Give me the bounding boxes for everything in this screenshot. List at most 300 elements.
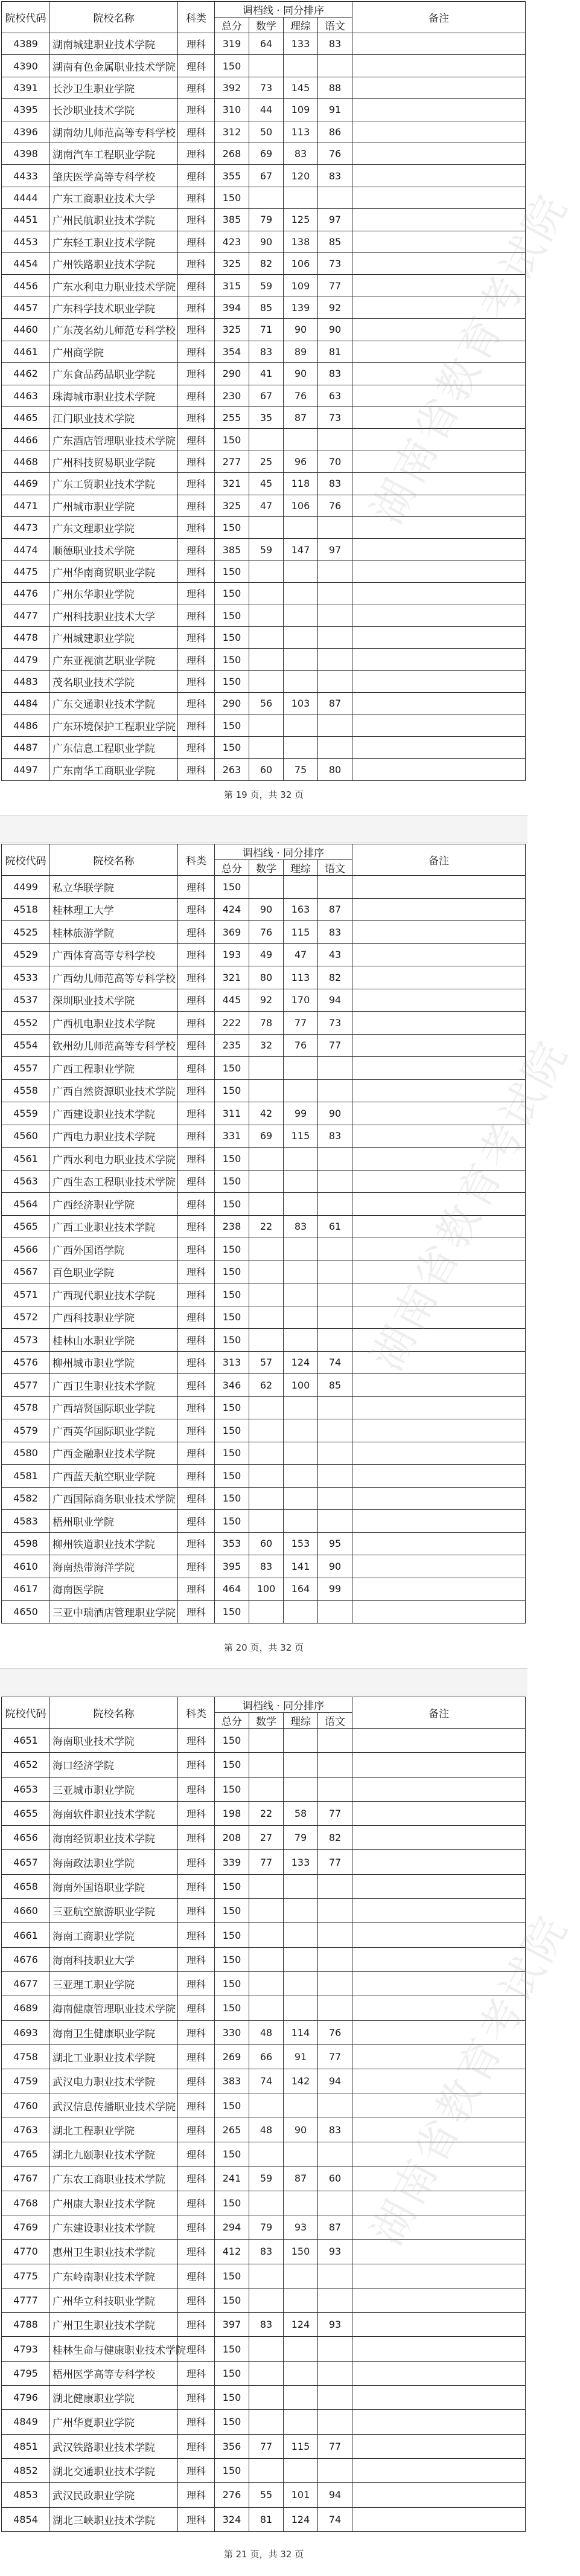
cell-chinese [318, 1923, 352, 1947]
table-row [2, 2264, 526, 2288]
cell-math [249, 2142, 284, 2166]
cell-code: 4765 [2, 2142, 50, 2166]
cell-math [249, 1148, 284, 1171]
header-score-group: 调档线 · 同分排序 [215, 844, 352, 860]
cell-math: 76 [249, 921, 284, 944]
table-row [2, 121, 526, 143]
cell-chinese [318, 649, 352, 670]
cell-science: 96 [284, 451, 318, 472]
cell-name: 广东水利电力职业技术学院 [50, 275, 178, 297]
cell-science: 106 [284, 495, 318, 516]
cell-subject: 理科 [178, 1351, 215, 1374]
cell-math [249, 1601, 284, 1624]
cell-note [352, 1306, 526, 1329]
cell-code: 4554 [2, 1034, 50, 1057]
cell-chinese [318, 2361, 352, 2385]
cell-science: 83 [284, 1215, 318, 1238]
cell-chinese [318, 2142, 352, 2166]
cell-name: 江门职业技术学院 [50, 406, 178, 428]
cell-subject: 理科 [178, 341, 215, 362]
cell-science: 153 [284, 1532, 318, 1555]
header-row [2, 1697, 526, 1713]
cell-math: 77 [249, 2434, 284, 2458]
cell-code: 4769 [2, 2215, 50, 2239]
header-science: 理综 [284, 860, 318, 876]
cell-science [284, 1465, 318, 1488]
cell-total: 150 [215, 1601, 249, 1624]
cell-math: 44 [249, 99, 284, 121]
cell-science: 77 [284, 1012, 318, 1035]
cell-note [352, 121, 526, 143]
cell-total: 331 [215, 1125, 249, 1148]
cell-note [352, 2507, 526, 2531]
cell-subject: 理科 [178, 451, 215, 472]
cell-math [249, 2386, 284, 2410]
cell-chinese [318, 583, 352, 605]
header-chinese: 语文 [318, 18, 352, 33]
cell-science: 164 [284, 1578, 318, 1601]
cell-code: 4486 [2, 715, 50, 736]
table-row [2, 165, 526, 187]
table-row [2, 2093, 526, 2118]
cell-subject: 理科 [178, 429, 215, 451]
cell-science: 141 [284, 1555, 318, 1578]
cell-chinese: 81 [318, 341, 352, 362]
cell-science: 87 [284, 2166, 318, 2191]
cell-total: 339 [215, 1850, 249, 1874]
cell-name: 长沙职业技术学院 [50, 99, 178, 121]
cell-name: 湖北九颐职业技术学院 [50, 2142, 178, 2166]
cell-chinese: 73 [318, 1012, 352, 1035]
cell-name: 广州华夏职业学院 [50, 2410, 178, 2434]
cell-chinese: 83 [318, 165, 352, 187]
cell-code: 4677 [2, 1971, 50, 1996]
cell-math [249, 516, 284, 538]
table-row [2, 649, 526, 670]
table-row [2, 1102, 526, 1125]
cell-subject: 理科 [178, 898, 215, 921]
cell-code: 4499 [2, 876, 50, 899]
table-row [2, 451, 526, 472]
cell-name: 长沙卫生职业学院 [50, 77, 178, 98]
cell-math [249, 876, 284, 899]
cell-total: 313 [215, 1351, 249, 1374]
header-math: 数学 [249, 1713, 284, 1729]
cell-code: 4598 [2, 1532, 50, 1555]
cell-science [284, 516, 318, 538]
cell-subject: 理科 [178, 77, 215, 98]
cell-science: 147 [284, 539, 318, 560]
cell-name: 广东轻工职业技术学院 [50, 231, 178, 252]
cell-name: 广西现代职业技术学院 [50, 1283, 178, 1306]
cell-subject: 理科 [178, 1532, 215, 1555]
cell-science [284, 1729, 318, 1753]
cell-note [352, 1148, 526, 1171]
header-row [2, 844, 526, 860]
cell-subject: 理科 [178, 1487, 215, 1510]
cell-total: 325 [215, 253, 249, 275]
cell-code: 4533 [2, 966, 50, 989]
cell-code: 4579 [2, 1419, 50, 1442]
cell-math: 77 [249, 1850, 284, 1874]
cell-note [352, 2458, 526, 2482]
header-note: 备注 [352, 1697, 526, 1729]
cell-note [352, 1351, 526, 1374]
cell-code: 4487 [2, 737, 50, 759]
cell-science [284, 605, 318, 626]
cell-code: 4463 [2, 385, 50, 406]
cell-name: 武汉信息传播职业技术学院 [50, 2093, 178, 2118]
cell-math [249, 626, 284, 648]
cell-note [352, 2288, 526, 2312]
cell-note [352, 1102, 526, 1125]
cell-name: 桂林旅游学院 [50, 921, 178, 944]
cell-subject: 理科 [178, 921, 215, 944]
cell-chinese [318, 2410, 352, 2434]
cell-total: 150 [215, 1465, 249, 1488]
cell-subject: 理科 [178, 209, 215, 231]
cell-subject: 理科 [178, 649, 215, 670]
header-code: 院校代码 [2, 2, 50, 33]
cell-subject: 理科 [178, 1555, 215, 1578]
cell-subject: 理科 [178, 1510, 215, 1533]
cell-total: 355 [215, 165, 249, 187]
cell-name: 海南软件职业技术学院 [50, 1801, 178, 1825]
cell-total: 321 [215, 966, 249, 989]
cell-science [284, 1238, 318, 1261]
table-row [2, 943, 526, 966]
table-row [2, 1578, 526, 1601]
cell-subject: 理科 [178, 275, 215, 297]
cell-math: 71 [249, 319, 284, 341]
cell-code: 4658 [2, 1874, 50, 1898]
cell-total: 150 [215, 1396, 249, 1419]
cell-subject: 理科 [178, 2361, 215, 2385]
cell-chinese: 83 [318, 2118, 352, 2142]
cell-science: 115 [284, 1125, 318, 1148]
table-row [2, 1601, 526, 1624]
cell-code: 4396 [2, 121, 50, 143]
cell-math [249, 1874, 284, 1898]
cell-total: 150 [215, 1193, 249, 1216]
document-page [0, 843, 578, 1668]
cell-note [352, 583, 526, 605]
cell-subject: 理科 [178, 363, 215, 385]
cell-science [284, 1170, 318, 1193]
cell-note [352, 99, 526, 121]
cell-subject: 理科 [178, 231, 215, 252]
cell-code: 4465 [2, 406, 50, 428]
table-row [2, 1510, 526, 1533]
table-row [2, 406, 526, 428]
cell-math [249, 2264, 284, 2288]
table-row [2, 737, 526, 759]
cell-chinese: 63 [318, 385, 352, 406]
cell-chinese: 70 [318, 451, 352, 472]
cell-science [284, 2361, 318, 2385]
cell-total: 385 [215, 539, 249, 560]
cell-note [352, 1193, 526, 1216]
table-row [2, 1487, 526, 1510]
cell-code: 4617 [2, 1578, 50, 1601]
cell-math [249, 1971, 284, 1996]
header-total: 总分 [215, 18, 249, 33]
cell-science: 133 [284, 1850, 318, 1874]
cell-chinese: 95 [318, 1532, 352, 1555]
cell-total: 464 [215, 1578, 249, 1601]
cell-name: 广西工程职业学院 [50, 1057, 178, 1080]
cell-name: 海南外国语职业学院 [50, 1874, 178, 1898]
cell-total: 310 [215, 99, 249, 121]
cell-math [249, 1419, 284, 1442]
table-row [2, 473, 526, 495]
cell-note [352, 2215, 526, 2239]
page-separator [0, 815, 527, 843]
cell-name: 广东南华工商职业学院 [50, 759, 178, 780]
cell-code: 4537 [2, 989, 50, 1012]
cell-subject: 理科 [178, 1193, 215, 1216]
cell-subject: 理科 [178, 1079, 215, 1102]
cell-subject: 理科 [178, 1238, 215, 1261]
cell-note [352, 1487, 526, 1510]
cell-science [284, 1283, 318, 1306]
cell-note [352, 1419, 526, 1442]
cell-math [249, 1079, 284, 1102]
cell-subject: 理科 [178, 406, 215, 428]
cell-total: 150 [215, 605, 249, 626]
cell-note [352, 539, 526, 560]
cell-note [352, 1510, 526, 1533]
cell-name: 广西金融职业技术学院 [50, 1442, 178, 1465]
cell-chinese: 88 [318, 77, 352, 98]
cell-total: 392 [215, 77, 249, 98]
cell-subject: 理科 [178, 539, 215, 560]
cell-total: 193 [215, 943, 249, 966]
cell-code: 4795 [2, 2361, 50, 2385]
cell-chinese: 61 [318, 1215, 352, 1238]
cell-note [352, 2264, 526, 2288]
cell-science [284, 2410, 318, 2434]
table-row [2, 1329, 526, 1352]
cell-note [352, 341, 526, 362]
cell-name: 广东食品药品职业学院 [50, 363, 178, 385]
cell-chinese [318, 626, 352, 648]
cell-note [352, 898, 526, 921]
cell-subject: 理科 [178, 1996, 215, 2020]
cell-code: 4793 [2, 2337, 50, 2361]
cell-math: 67 [249, 165, 284, 187]
cell-math [249, 2288, 284, 2312]
cell-math [249, 1329, 284, 1352]
table-row [2, 1996, 526, 2020]
cell-total: 354 [215, 341, 249, 362]
table-row [2, 1283, 526, 1306]
cell-subject: 理科 [178, 583, 215, 605]
cell-subject: 理科 [178, 1261, 215, 1283]
cell-code: 4581 [2, 1465, 50, 1488]
header-subject: 科类 [178, 844, 215, 876]
cell-subject: 理科 [178, 605, 215, 626]
watermark: 湖南省教育考试院 [362, 184, 578, 532]
cell-note [352, 1996, 526, 2020]
cell-chinese [318, 1996, 352, 2020]
cell-name: 海南热带海洋学院 [50, 1555, 178, 1578]
cell-math [249, 2093, 284, 2118]
table-row [2, 1374, 526, 1397]
cell-science [284, 2093, 318, 2118]
table-row [2, 693, 526, 715]
cell-science: 90 [284, 363, 318, 385]
cell-chinese: 94 [318, 2483, 352, 2507]
cell-subject: 理科 [178, 1601, 215, 1624]
cell-chinese: 77 [318, 2044, 352, 2069]
header-subject: 科类 [178, 1697, 215, 1729]
cell-note [352, 1753, 526, 1777]
cell-chinese [318, 1601, 352, 1624]
cell-name: 广西水利电力职业技术学院 [50, 1148, 178, 1171]
cell-note [352, 1850, 526, 1874]
cell-name: 茂名职业技术学院 [50, 670, 178, 692]
cell-code: 4473 [2, 516, 50, 538]
cell-note [352, 1442, 526, 1465]
cell-math [249, 715, 284, 736]
cell-science [284, 1996, 318, 2020]
cell-subject: 理科 [178, 876, 215, 899]
table-row [2, 626, 526, 648]
cell-science [284, 583, 318, 605]
cell-subject: 理科 [178, 2093, 215, 2118]
cell-math: 82 [249, 253, 284, 275]
cell-math: 62 [249, 1374, 284, 1397]
watermark: 湖南省教育考试院 [362, 1031, 578, 1379]
cell-total: 150 [215, 626, 249, 648]
cell-code: 4760 [2, 2093, 50, 2118]
cell-code: 4763 [2, 2118, 50, 2142]
cell-name: 湖北交通职业技术学院 [50, 2458, 178, 2482]
cell-note [352, 143, 526, 165]
table-row [2, 319, 526, 341]
cell-math [249, 560, 284, 582]
cell-subject: 理科 [178, 1102, 215, 1125]
table-row [2, 77, 526, 98]
cell-code: 4564 [2, 1193, 50, 1216]
cell-note [352, 1034, 526, 1057]
cell-note [352, 1601, 526, 1624]
cell-science: 124 [284, 1351, 318, 1374]
cell-subject: 理科 [178, 516, 215, 538]
cell-subject: 理科 [178, 121, 215, 143]
cell-note [352, 1729, 526, 1753]
cell-math [249, 1487, 284, 1510]
cell-math: 45 [249, 473, 284, 495]
cell-code: 4456 [2, 275, 50, 297]
cell-total: 150 [215, 1261, 249, 1283]
cell-chinese: 83 [318, 33, 352, 55]
cell-chinese: 91 [318, 99, 352, 121]
page-footer: 第 21 页，共 32 页 [223, 2549, 304, 2560]
cell-subject: 理科 [178, 143, 215, 165]
cell-chinese [318, 1729, 352, 1753]
cell-math [249, 605, 284, 626]
header-score-group: 调档线 · 同分排序 [215, 2, 352, 18]
cell-science: 76 [284, 1034, 318, 1057]
cell-code: 4657 [2, 1850, 50, 1874]
cell-chinese: 87 [318, 2215, 352, 2239]
cell-chinese [318, 670, 352, 692]
cell-note [352, 2483, 526, 2507]
cell-name: 海南科技职业大学 [50, 1947, 178, 1971]
cell-science: 99 [284, 1102, 318, 1125]
cell-science [284, 2264, 318, 2288]
cell-code: 4475 [2, 560, 50, 582]
cell-chinese: 77 [318, 275, 352, 297]
cell-science [284, 1079, 318, 1102]
table-row [2, 187, 526, 208]
cell-science: 120 [284, 165, 318, 187]
header-subject: 科类 [178, 2, 215, 33]
cell-note [352, 2386, 526, 2410]
cell-total: 150 [215, 1487, 249, 1510]
cell-code: 4451 [2, 209, 50, 231]
cell-name: 广西国际商务职业技术学院 [50, 1487, 178, 1510]
cell-note [352, 966, 526, 989]
cell-chinese: 77 [318, 1801, 352, 1825]
cell-subject: 理科 [178, 33, 215, 55]
cell-code: 4560 [2, 1125, 50, 1148]
cell-code: 4661 [2, 1923, 50, 1947]
cell-science [284, 1306, 318, 1329]
cell-code: 4676 [2, 1947, 50, 1971]
cell-code: 4497 [2, 759, 50, 780]
cell-total: 395 [215, 1555, 249, 1578]
cell-total: 150 [215, 1283, 249, 1306]
cell-subject: 理科 [178, 1125, 215, 1148]
cell-name: 广东信息工程职业学院 [50, 737, 178, 759]
table-row [2, 2313, 526, 2337]
cell-chinese [318, 429, 352, 451]
cell-note [352, 1555, 526, 1578]
cell-total: 241 [215, 2166, 249, 2191]
cell-math: 83 [249, 2240, 284, 2264]
cell-chinese: 83 [318, 1125, 352, 1148]
cell-name: 湖南汽车工程职业学院 [50, 143, 178, 165]
cell-name: 百色职业学院 [50, 1261, 178, 1283]
cell-code: 4389 [2, 33, 50, 55]
cell-code: 4559 [2, 1102, 50, 1125]
cell-name: 广西卫生职业技术学院 [50, 1374, 178, 1397]
cell-chinese: 80 [318, 759, 352, 780]
cell-total: 315 [215, 275, 249, 297]
cell-name: 广东岭南职业技术学院 [50, 2264, 178, 2288]
cell-chinese [318, 1193, 352, 1216]
cell-note [352, 1396, 526, 1419]
cell-science [284, 1148, 318, 1171]
cell-note [352, 209, 526, 231]
cell-science: 124 [284, 2313, 318, 2337]
cell-total: 412 [215, 2240, 249, 2264]
cell-name: 广西电力职业技术学院 [50, 1125, 178, 1148]
cell-chinese [318, 1283, 352, 1306]
cell-total: 150 [215, 2264, 249, 2288]
cell-note [352, 516, 526, 538]
cell-total: 150 [215, 1238, 249, 1261]
cell-chinese: 90 [318, 1102, 352, 1125]
cell-total: 150 [215, 560, 249, 582]
cell-math [249, 1947, 284, 1971]
cell-science [284, 876, 318, 899]
cell-note [352, 231, 526, 252]
cell-chinese: 87 [318, 898, 352, 921]
